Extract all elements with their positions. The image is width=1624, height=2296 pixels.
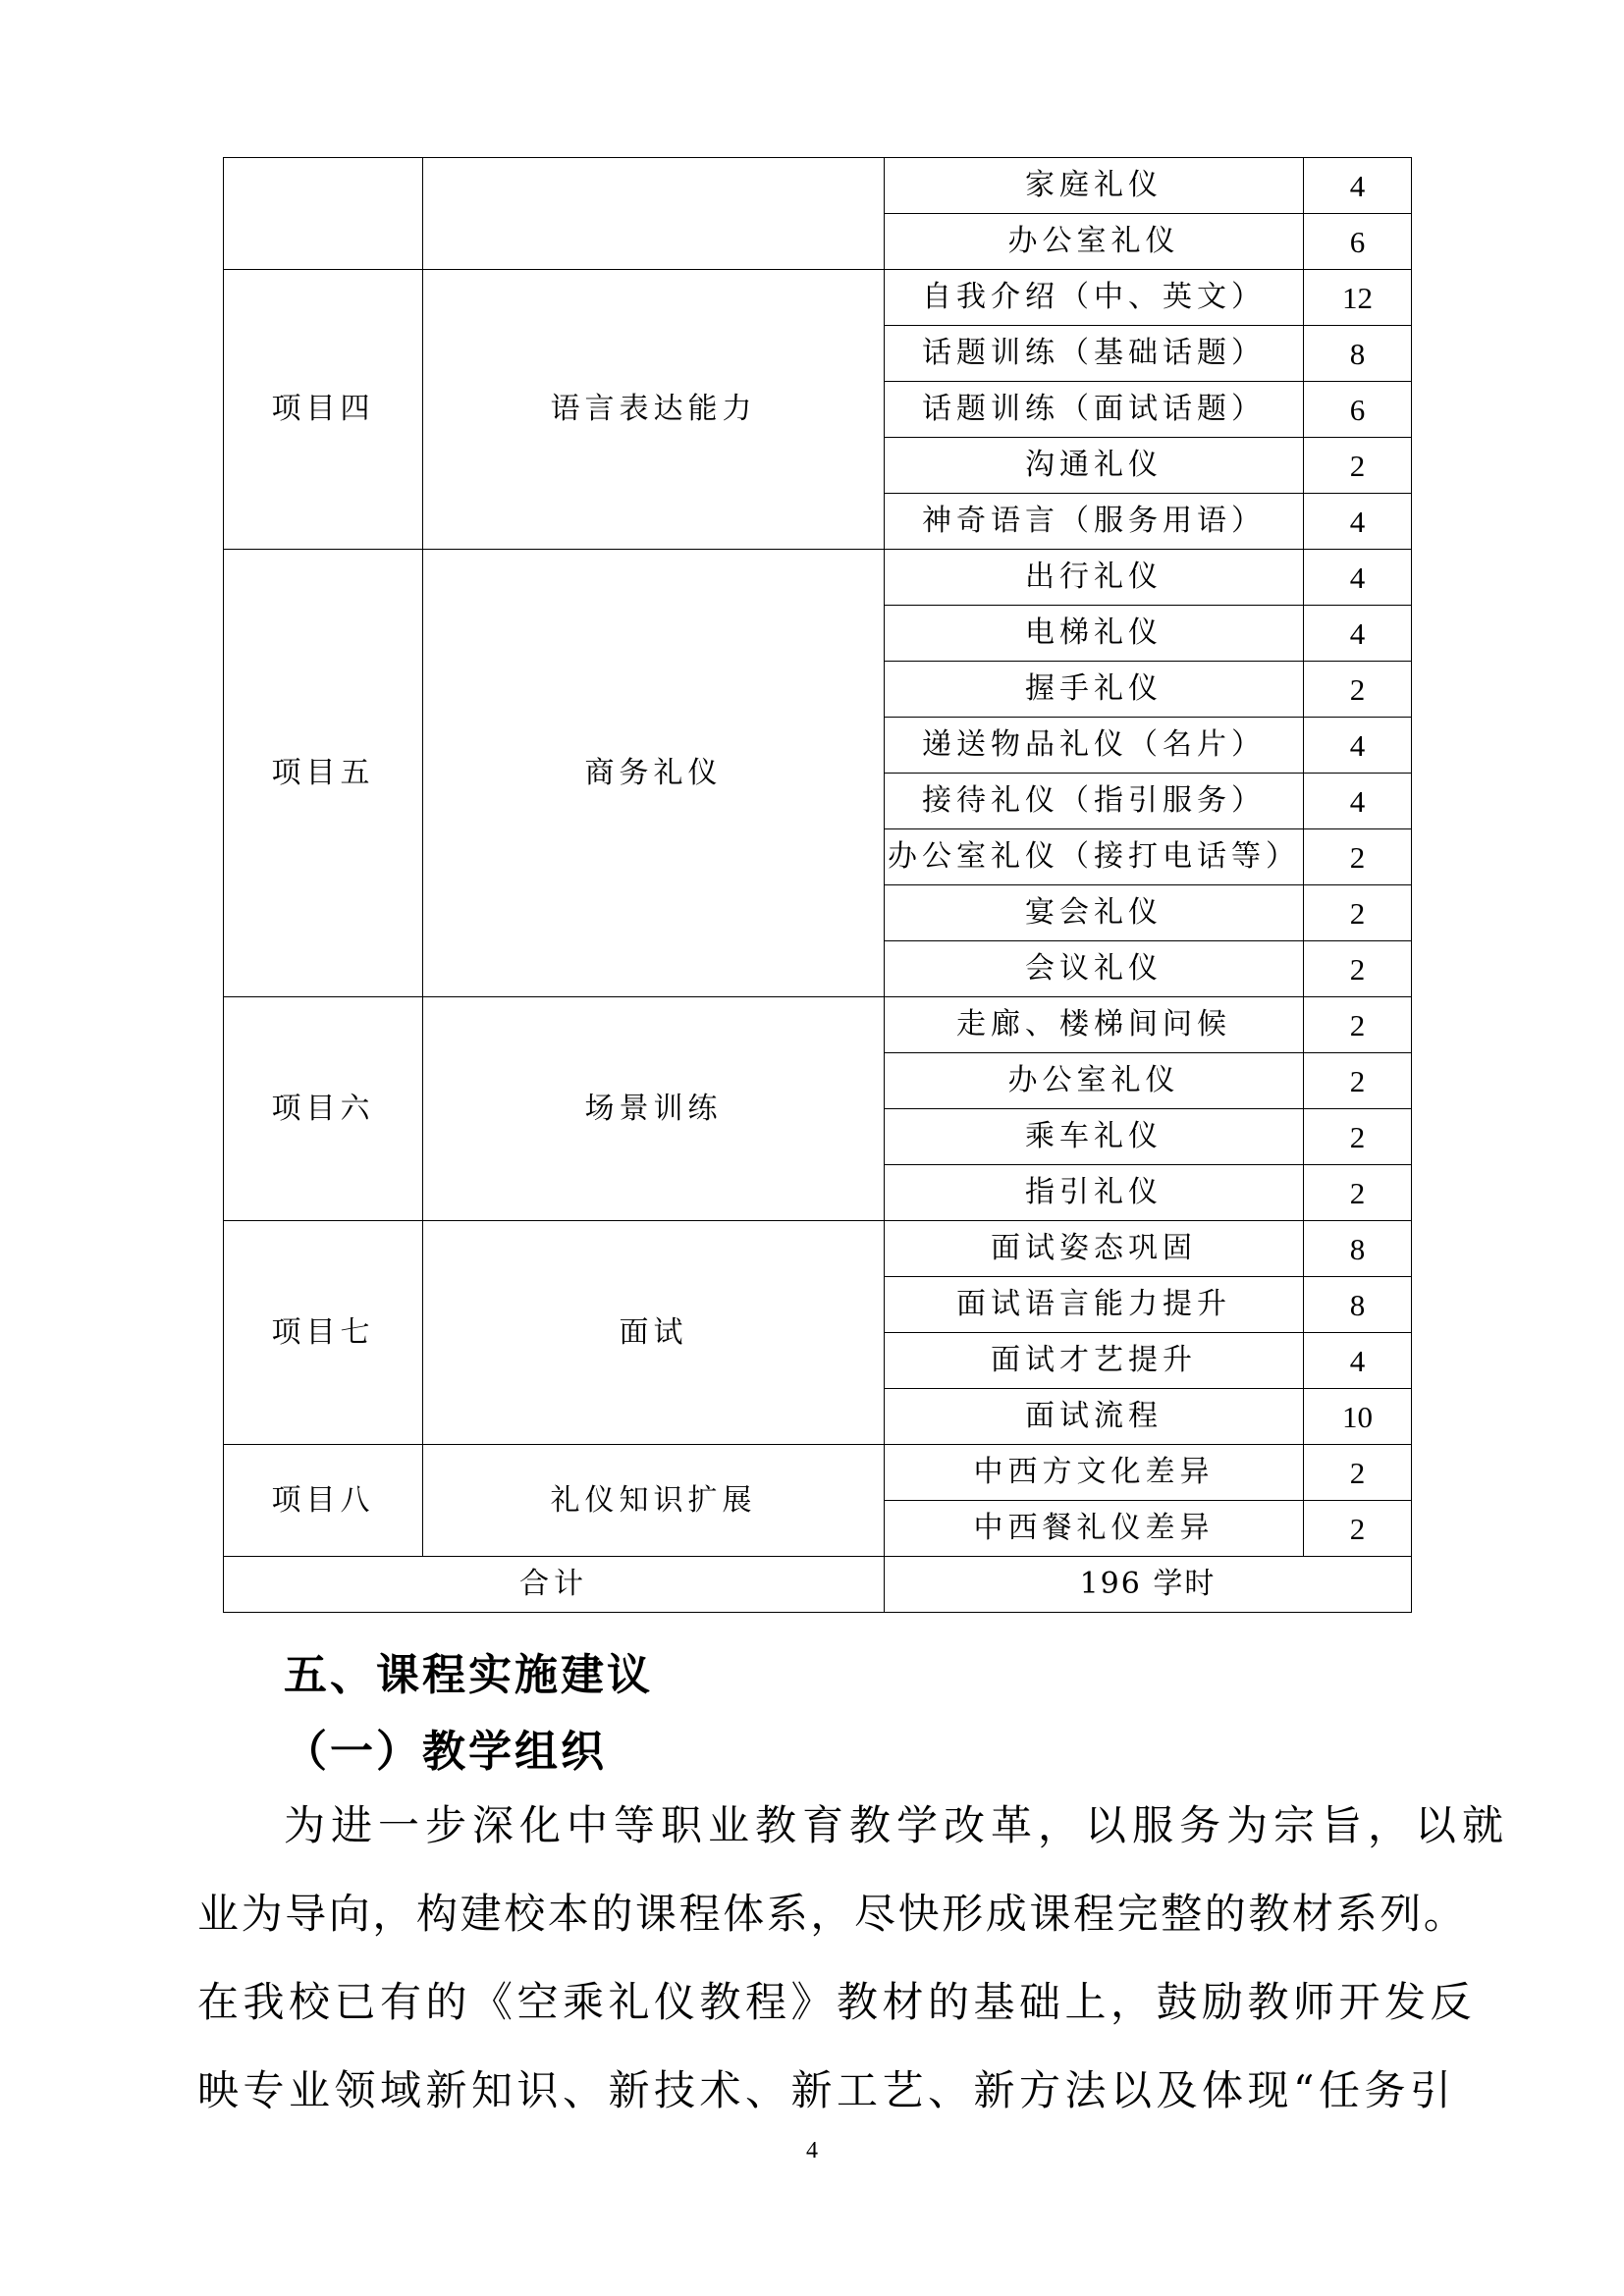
task-cell: 走廊、楼梯间问候: [885, 997, 1304, 1053]
task-cell: 话题训练（面试话题）: [885, 382, 1304, 438]
task-cell: 电梯礼仪: [885, 606, 1304, 662]
hours-cell: 2: [1304, 997, 1412, 1053]
hours-cell: 8: [1304, 326, 1412, 382]
hours-cell: 4: [1304, 494, 1412, 550]
content-cell: 商务礼仪: [423, 550, 885, 997]
task-cell: 话题训练（基础话题）: [885, 326, 1304, 382]
hours-cell: 8: [1304, 1221, 1412, 1277]
section-heading: 五、课程实施建议: [284, 1650, 653, 1700]
project-cell: [224, 158, 423, 270]
task-cell: 沟通礼仪: [885, 438, 1304, 494]
table-row: [224, 1445, 1412, 1501]
hours-cell: 4: [1304, 774, 1412, 829]
task-cell: 接待礼仪（指引服务）: [885, 774, 1304, 829]
course-hours-table: [223, 157, 1412, 1613]
task-cell: 神奇语言（服务用语）: [885, 494, 1304, 550]
task-cell: 办公室礼仪: [885, 214, 1304, 270]
task-cell: 指引礼仪: [885, 1165, 1304, 1221]
hours-cell: 2: [1304, 1053, 1412, 1109]
table-row: [224, 550, 1412, 606]
task-cell: 家庭礼仪: [885, 158, 1304, 214]
hours-cell: 2: [1304, 941, 1412, 997]
paragraph-line: 在我校已有的《空乘礼仪教程》教材的基础上，鼓励教师开发反: [197, 1978, 1477, 2026]
total-hours: 196 学时: [885, 1557, 1412, 1613]
content-cell: [423, 158, 885, 270]
content-cell: 面试: [423, 1221, 885, 1445]
hours-cell: 2: [1304, 885, 1412, 941]
task-cell: 面试语言能力提升: [885, 1277, 1304, 1333]
paragraph-line: 映专业领域新知识、新技术、新工艺、新方法以及体现“任务引: [197, 2066, 1456, 2114]
hours-cell: 2: [1304, 1109, 1412, 1165]
paragraph-line: 业为导向，构建校本的课程体系，尽快形成课程完整的教材系列。: [197, 1890, 1468, 1938]
hours-cell: 2: [1304, 829, 1412, 885]
task-cell: 中西方文化差异: [885, 1445, 1304, 1501]
hours-cell: 8: [1304, 1277, 1412, 1333]
task-cell: 办公室礼仪: [885, 1053, 1304, 1109]
hours-cell: 6: [1304, 214, 1412, 270]
task-cell: 面试才艺提升: [885, 1333, 1304, 1389]
table-row: [224, 158, 1412, 214]
task-cell: 面试流程: [885, 1389, 1304, 1445]
task-cell: 宴会礼仪: [885, 885, 1304, 941]
paragraph-line: 为进一步深化中等职业教育教学改革，以服务为宗旨，以就: [284, 1801, 1510, 1849]
task-cell: 中西餐礼仪差异: [885, 1501, 1304, 1557]
task-cell: 会议礼仪: [885, 941, 1304, 997]
task-cell: 面试姿态巩固: [885, 1221, 1304, 1277]
content-cell: 语言表达能力: [423, 270, 885, 550]
hours-cell: 4: [1304, 550, 1412, 606]
table-row: [224, 1221, 1412, 1277]
total-label: 合计: [224, 1557, 885, 1613]
hours-cell: 6: [1304, 382, 1412, 438]
task-cell: 乘车礼仪: [885, 1109, 1304, 1165]
content-cell: 场景训练: [423, 997, 885, 1221]
task-cell: 握手礼仪: [885, 662, 1304, 718]
content-cell: 礼仪知识扩展: [423, 1445, 885, 1557]
hours-cell: 2: [1304, 1165, 1412, 1221]
project-cell: 项目六: [224, 997, 423, 1221]
hours-cell: 2: [1304, 1445, 1412, 1501]
project-cell: 项目八: [224, 1445, 423, 1557]
task-cell: 办公室礼仪（接打电话等）: [885, 829, 1304, 885]
page-number: 4: [806, 2138, 818, 2163]
project-cell: 项目四: [224, 270, 423, 550]
project-cell: 项目七: [224, 1221, 423, 1445]
hours-cell: 4: [1304, 1333, 1412, 1389]
hours-cell: 2: [1304, 1501, 1412, 1557]
hours-cell: 4: [1304, 606, 1412, 662]
hours-cell: 2: [1304, 438, 1412, 494]
table-row: [224, 270, 1412, 326]
hours-cell: 4: [1304, 158, 1412, 214]
hours-cell: 4: [1304, 718, 1412, 774]
total-row: [224, 1557, 1412, 1613]
task-cell: 递送物品礼仪（名片）: [885, 718, 1304, 774]
hours-cell: 12: [1304, 270, 1412, 326]
task-cell: 自我介绍（中、英文）: [885, 270, 1304, 326]
hours-cell: 10: [1304, 1389, 1412, 1445]
hours-cell: 2: [1304, 662, 1412, 718]
table-row: [224, 997, 1412, 1053]
project-cell: 项目五: [224, 550, 423, 997]
task-cell: 出行礼仪: [885, 550, 1304, 606]
subsection-heading: （一）教学组织: [284, 1727, 607, 1777]
